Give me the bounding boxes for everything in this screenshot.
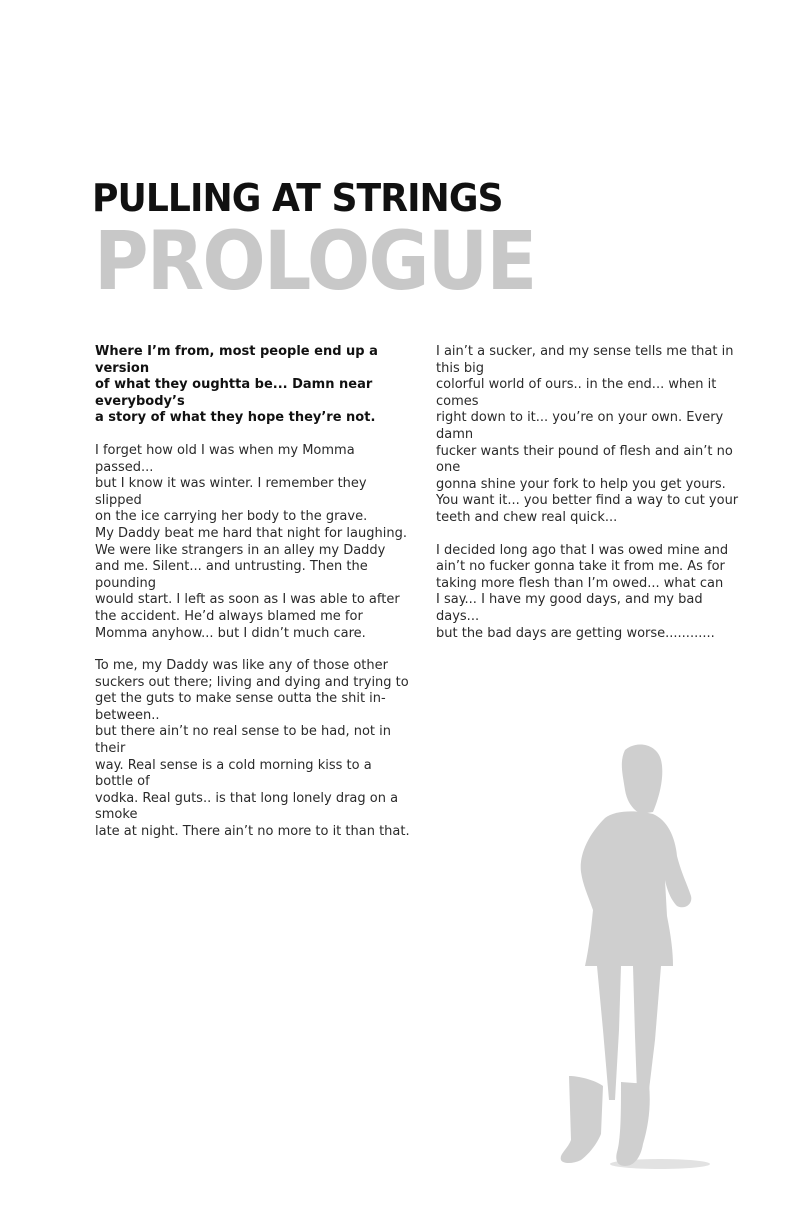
- page-title: PULLING AT STRINGS: [92, 176, 503, 220]
- woman-silhouette-illustration: [545, 740, 725, 1180]
- body-paragraph: I forget how old I was when my Momma passed... but I know it was winter. I remember they slipped on the ice carrying her body to the grave. My Daddy beat me hard that night for laughing. We were like strangers in an alley my Daddy and me. Silent... and untrusting. Then the pounding would start. I left as soon as I was able to after the accident. He’d always blamed me for Momma anyhow... but I didn’t much care.: [95, 442, 407, 641]
- body-paragraph: To me, my Daddy was like any of those other suckers out there; living and dying and trying to get the guts to make sense outta the shit in-between.. but there ain’t no real sense to be had, not in their way. Real sense is a cold morning kiss to a bottle of vodka. Real guts.. is that long lonely drag on a smoke late at night. There ain’t no more to it than that.: [95, 658, 410, 840]
- left-text-column: [95, 344, 413, 857]
- right-text-column: [436, 344, 746, 658]
- body-paragraph: I ain’t a sucker, and my sense tells me that in this big colorful world of ours.. in the end... when it comes right down to it... you’re on your own. Every damn fucker wants their pound of flesh and ain’t no one gonna shine your fork to help you get yours. You want it... you better find a way to cut your teeth and chew real quick...: [436, 344, 739, 525]
- chapter-heading: PROLOGUE: [94, 215, 536, 309]
- body-paragraph: I decided long ago that I was owed mine and ain’t no fucker gonna take it from me. As for taking more flesh than I’m owed... what can I say... I have my good days, and my bad days... but the bad days are getting worse............: [436, 542, 729, 641]
- lead-paragraph: Where I’m from, most people end up a version of what they oughtta be... Damn near everybody’s a story of what they hope they’re not.: [95, 344, 378, 426]
